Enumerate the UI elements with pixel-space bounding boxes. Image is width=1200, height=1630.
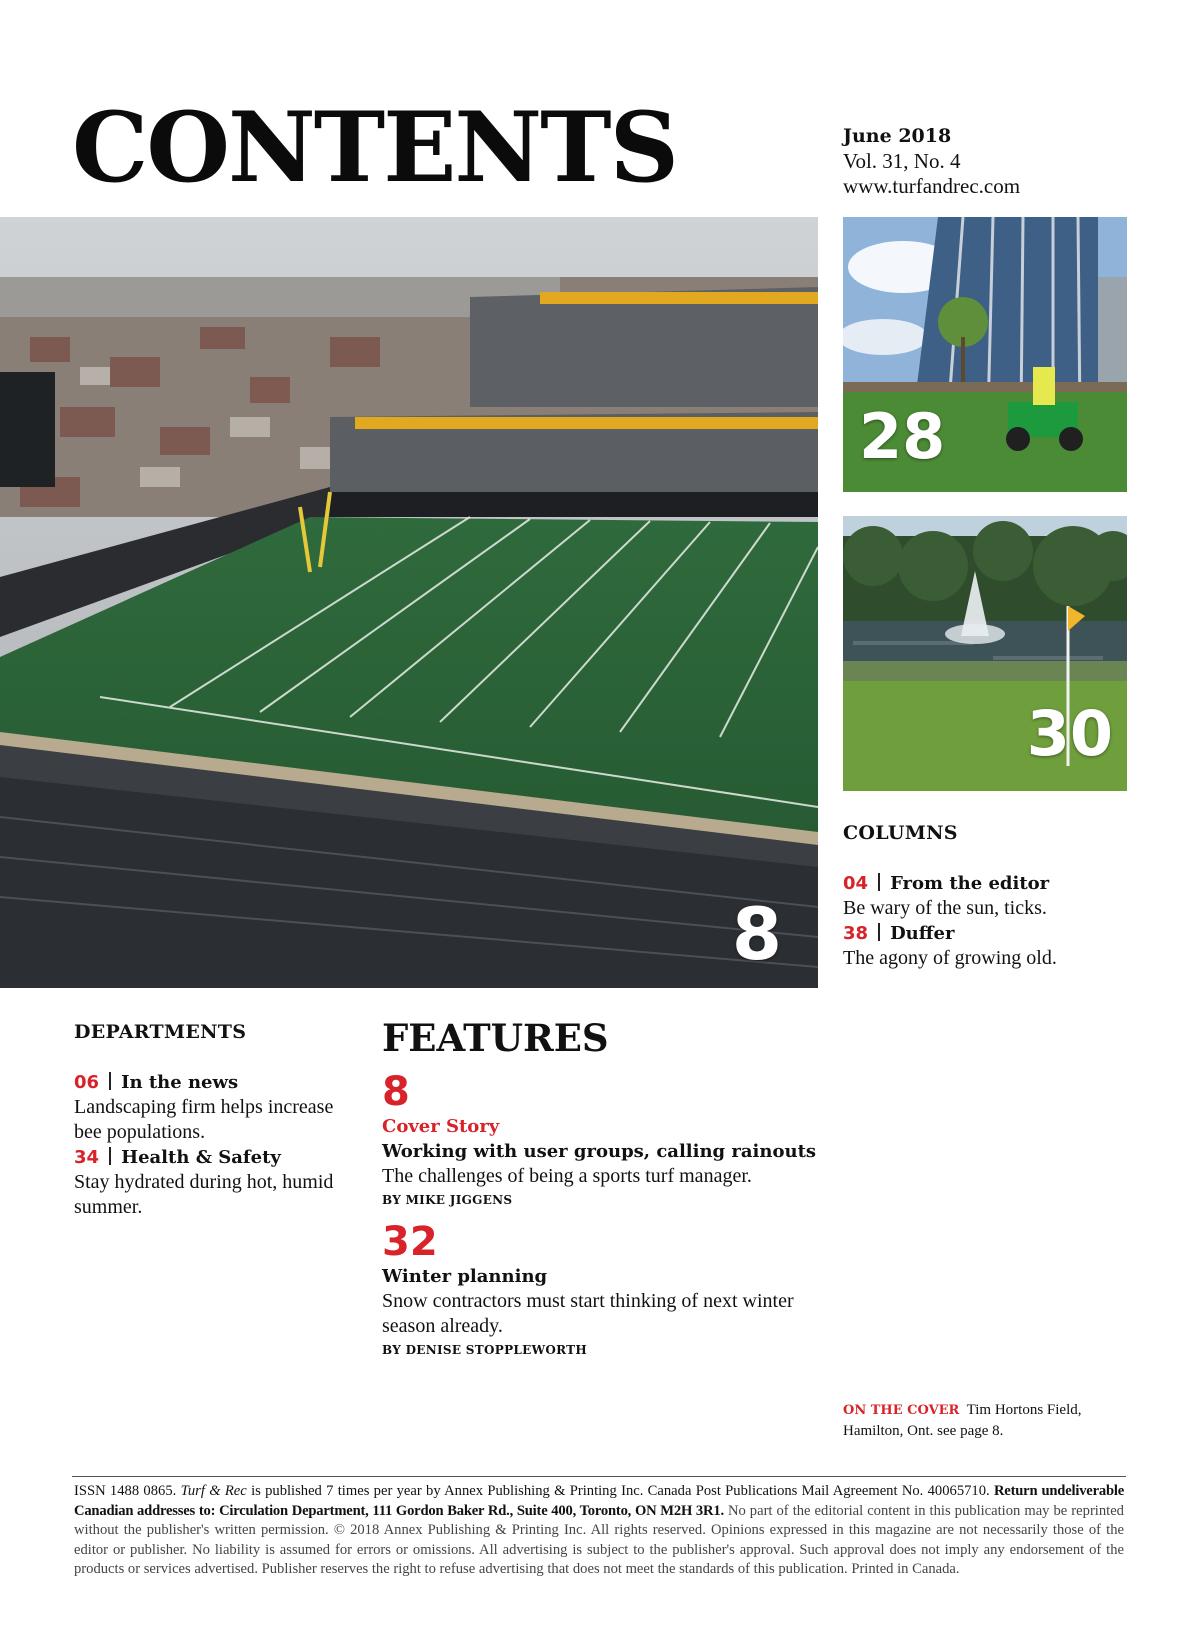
footer-legal [74, 1482, 1124, 1580]
column-desc: The agony of growing old. [843, 947, 1057, 969]
cover-label: ON THE COVER [843, 1403, 960, 1418]
department-desc: Landscaping firm helps increase [74, 1096, 334, 1118]
department-title: Health & Safety [121, 1147, 281, 1168]
feature-desc: The challenges of being a sports turf manager. [382, 1165, 752, 1187]
issue-volume: Vol. 31, No. 4 [843, 149, 961, 173]
divider [878, 923, 880, 941]
feature-desc: Snow contractors must start thinking of next winter [382, 1290, 794, 1312]
column-page-num: 38 [843, 923, 869, 944]
department-page-num: 06 [74, 1072, 100, 1093]
feature-item[interactable] [382, 1070, 842, 1211]
building-mower-photo [843, 217, 1127, 492]
divider [878, 873, 880, 891]
divider [109, 1072, 111, 1090]
feature-byline: BY DENISE STOPPLEWORTH [382, 1343, 588, 1357]
department-desc: summer. [74, 1196, 143, 1218]
publication-info: is published 7 times per year by Annex Publishing & Printing Inc. Canada Post Publications Mail Agreement No. 40065710. [251, 1483, 990, 1499]
list-item[interactable] [74, 1145, 374, 1170]
list-item[interactable] [74, 1070, 374, 1095]
cover-text-1: Tim Hortons Field, [966, 1402, 1082, 1418]
feature-kicker: Cover Story [382, 1116, 500, 1137]
column-desc: Be wary of the sun, ticks. [843, 897, 1047, 919]
website-link[interactable]: www.turfandrec.com [843, 174, 1021, 198]
feature-title: Winter planning [382, 1266, 548, 1287]
list-item[interactable] [843, 921, 1143, 946]
feature-page-num: 8 [382, 1069, 410, 1115]
columns-list [843, 871, 1143, 971]
legal-notice: No part of the editorial content in this publication may be reprinted without the publisher's written permission. © 2018 Annex Publishing & Printing Inc. All rights reserved. Opinions expressed in this magazine are not necessarily those of the editor or publisher. No liability is assumed for errors or omissions. All advertising is subject to the publisher's approval. Such approval does not imply any endorsement of the products or services advertised. Publisher reserves the right to refuse advertising that does not meet the standards of this publication. Printed in Canada. [74, 1502, 1124, 1577]
cover-caption [843, 1400, 1143, 1441]
page-number-28: 28 [859, 400, 946, 473]
column-title: From the editor [890, 873, 1050, 894]
department-title: In the news [121, 1072, 239, 1093]
departments-heading: DEPARTMENTS [74, 1021, 247, 1043]
page-number-8: 8 [731, 892, 782, 976]
issn: ISSN 1488 0865. [74, 1483, 177, 1499]
page-number-30: 30 [1026, 697, 1113, 770]
divider [109, 1147, 111, 1165]
departments-list [74, 1070, 374, 1220]
feature-item[interactable] [382, 1220, 842, 1361]
cover-text-2: Hamilton, Ont. see page 8. [843, 1423, 1004, 1439]
department-desc: bee populations. [74, 1121, 206, 1143]
column-title: Duffer [890, 923, 955, 944]
columns-heading: COLUMNS [843, 822, 958, 844]
page-title: CONTENTS [72, 91, 677, 204]
department-page-num: 34 [74, 1147, 100, 1168]
return-address: Return undeliverable Canadian addresses to: Circulation Department, 111 Gordon Baker Rd., Suite 400, Toronto, ON M2H 3R1. [74, 1483, 1124, 1519]
list-item[interactable] [843, 871, 1143, 896]
features-heading: FEATURES [382, 1016, 609, 1060]
stadium-photo [0, 217, 818, 988]
feature-byline: BY MIKE JIGGENS [382, 1193, 513, 1207]
feature-page-num: 32 [382, 1219, 438, 1265]
footer-divider [72, 1476, 1126, 1477]
pond-fountain-photo [843, 516, 1127, 791]
department-desc: Stay hydrated during hot, humid [74, 1171, 334, 1193]
feature-title: Working with user groups, calling rainouts [382, 1141, 817, 1162]
feature-desc: season already. [382, 1315, 503, 1337]
issue-date: June 2018 [843, 125, 952, 147]
column-page-num: 04 [843, 873, 869, 894]
publication-name: Turf & Rec [180, 1483, 247, 1499]
